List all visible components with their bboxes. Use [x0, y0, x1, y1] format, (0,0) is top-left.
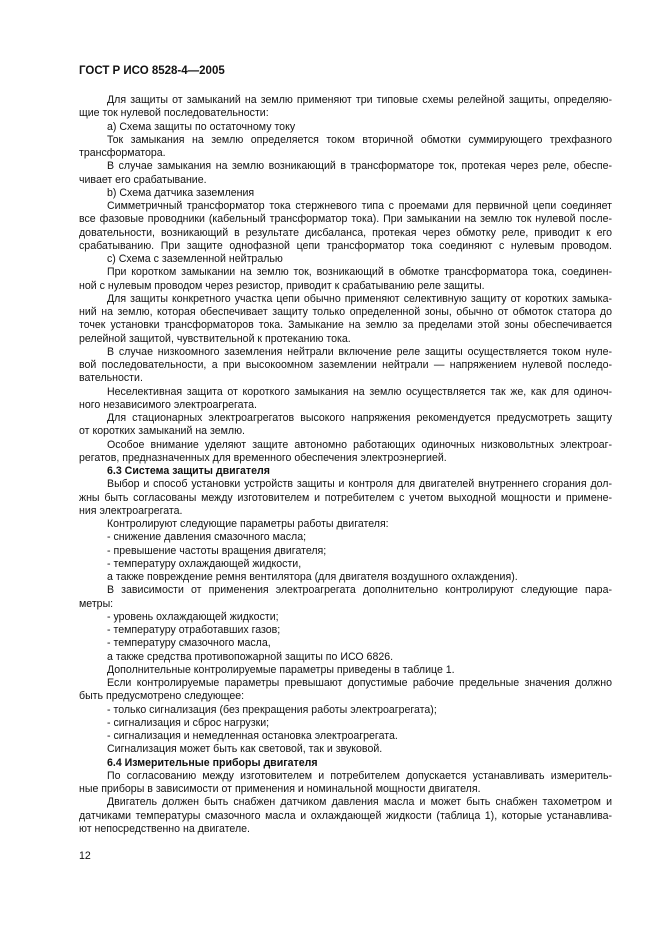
document-header: ГОСТ Р ИСО 8528-4—2005: [79, 65, 225, 77]
text-line: - уровень охлаждающей жидкости;: [107, 610, 279, 623]
text-line: от коротких замыканий на землю.: [79, 425, 245, 438]
text-line: c) Схема с заземленной нейтралью: [107, 253, 283, 265]
text-line: - температуру охлаждающей жидкости,: [107, 557, 302, 570]
text-line: жны быть согласованы между изготовителем и потребителем с учетом выходной мощности и примене-: [79, 491, 612, 504]
text-line: По согласованию между изготовителем и потребителем допускается устанавливать измеритель-: [107, 769, 612, 782]
text-line: вой последовательности, а при высокоомном заземлении нейтрали — напряжением нулевой последо-: [79, 359, 612, 371]
text-line: a) Схема защиты по остаточному току: [107, 120, 296, 133]
text-line: В случае замыкания на землю возникающий в трансформаторе ток, протекая через реле, обеспе-: [107, 160, 612, 173]
text-line: - температуру смазочного масла,: [107, 637, 271, 650]
text-line: Неселективная защита от короткого замыкания на землю осуществляется так же, как для одиноч-: [107, 385, 612, 398]
text-line: ний на землю, которая обеспечивает защиту только определенной зоны, обычно от обмоток статора до: [79, 306, 612, 318]
text-line: Ток замыкания на землю определяется током вторичной обмотки суммирующего трехфазного: [107, 133, 612, 146]
text-line: регатов, предназначенных для временного обеспечения электроэнергией.: [79, 451, 447, 464]
text-line: Особое внимание уделяют защите автономно работающих одиночных низковольтных электроаг-: [107, 438, 612, 451]
text-line: b) Схема датчика заземления: [107, 186, 255, 199]
text-line: Для защиты конкретного участка цепи обычно применяют селективную защиту от коротких замыка-: [107, 292, 612, 305]
text-line: точек установки трансформаторов тока. Замыкание на землю за пределами этой зоны обеспечивается: [79, 319, 612, 332]
text-line: В зависимости от применения электроагрегата дополнительно контролируют следующие пара-: [107, 584, 612, 597]
text-line: Дополнительные контролируемые параметры приведены в таблице 1.: [107, 663, 455, 676]
text-line: все фазовые проводники (кабельный трансформатор тока). При замыкании на землю ток нулевой после-: [79, 213, 612, 226]
text-line: вательности.: [79, 372, 143, 385]
text-line: Для защиты от замыканий на землю применяют три типовые схемы релейной защиты, определяю-: [107, 94, 612, 106]
text-line: ные приборы в зависимости от применения и номинальной мощности двигателя.: [79, 783, 481, 795]
text-line: щие ток нулевой последовательности:: [79, 107, 269, 120]
text-line: датчиками температуры смазочного масла и охлаждающей жидкости (таблица 1), которые устанавлива-: [79, 809, 612, 822]
text-line: - сигнализация и сброс нагрузки;: [107, 716, 270, 729]
text-line: Симметричный трансформатор тока стержневого типа с проемами для первичной цепи соединяет: [107, 200, 612, 212]
section-heading: 6.4 Измерительные приборы двигателя: [107, 756, 318, 769]
text-line: трансформатора.: [79, 147, 166, 159]
text-line: довательности, возникающий в результате дисбаланса, протекая через обмотку реле, приводит к его: [79, 226, 612, 239]
document-body: [79, 94, 612, 836]
text-line: - превышение частоты вращения двигателя;: [107, 544, 327, 557]
text-line: релейной защитой, чувствительной к протеканию тока.: [79, 332, 351, 345]
text-line: При коротком замыкании на землю ток, возникающий в обмотке трансформатора тока, соединен-: [107, 266, 612, 279]
text-line: Выбор и способ установки устройств защиты и контроля для двигателей внутреннего сгорания дол-: [107, 478, 612, 491]
text-line: Контролируют следующие параметры работы двигателя:: [107, 518, 389, 530]
text-line: Двигатель должен быть снабжен датчиком давления масла и может быть снабжен тахометром и: [107, 796, 612, 809]
text-line: быть предусмотрено следующее:: [79, 690, 245, 703]
page-number: 12: [79, 850, 91, 862]
text-line: а также повреждение ремня вентилятора (для двигателя воздушного охлаждения).: [107, 571, 518, 583]
text-line: а также средства противопожарной защиты по ИСО 6826.: [107, 650, 394, 663]
text-line: метры:: [79, 597, 114, 610]
text-line: ного независимого электроагрегата.: [79, 398, 257, 411]
text-line: Если контролируемые параметры превышают допустимые рабочие предельные значения должно: [107, 677, 612, 689]
text-line: - температуру отработавших газов;: [107, 624, 281, 636]
text-line: - снижение давления смазочного масла;: [107, 531, 307, 544]
text-line: - сигнализация и немедленная остановка электроагрегата.: [107, 730, 398, 742]
text-line: В случае низкоомного заземления нейтрали включение реле защиты осуществляется током нуле-: [107, 345, 612, 358]
text-line: чивает его срабатывание.: [79, 173, 207, 186]
text-line: ния электроагрегата.: [79, 504, 183, 517]
section-heading: 6.3 Система защиты двигателя: [107, 465, 270, 477]
text-line: ной с нулевым проводом через резистор, приводит к срабатыванию реле защиты.: [79, 279, 485, 292]
text-line: - только сигнализация (без прекращения работы электроагрегата);: [107, 703, 437, 716]
text-line: Сигнализация может быть как световой, так и звуковой.: [107, 743, 383, 756]
text-line: ют непосредственно на двигателе.: [79, 822, 250, 835]
text-line: срабатыванию. При защите однофазной цепи трансформатор тока соединяют с нулевым проводом.: [79, 239, 612, 252]
text-line: Для стационарных электроагрегатов высокого напряжения рекомендуется предусмотреть защиту: [107, 412, 612, 424]
